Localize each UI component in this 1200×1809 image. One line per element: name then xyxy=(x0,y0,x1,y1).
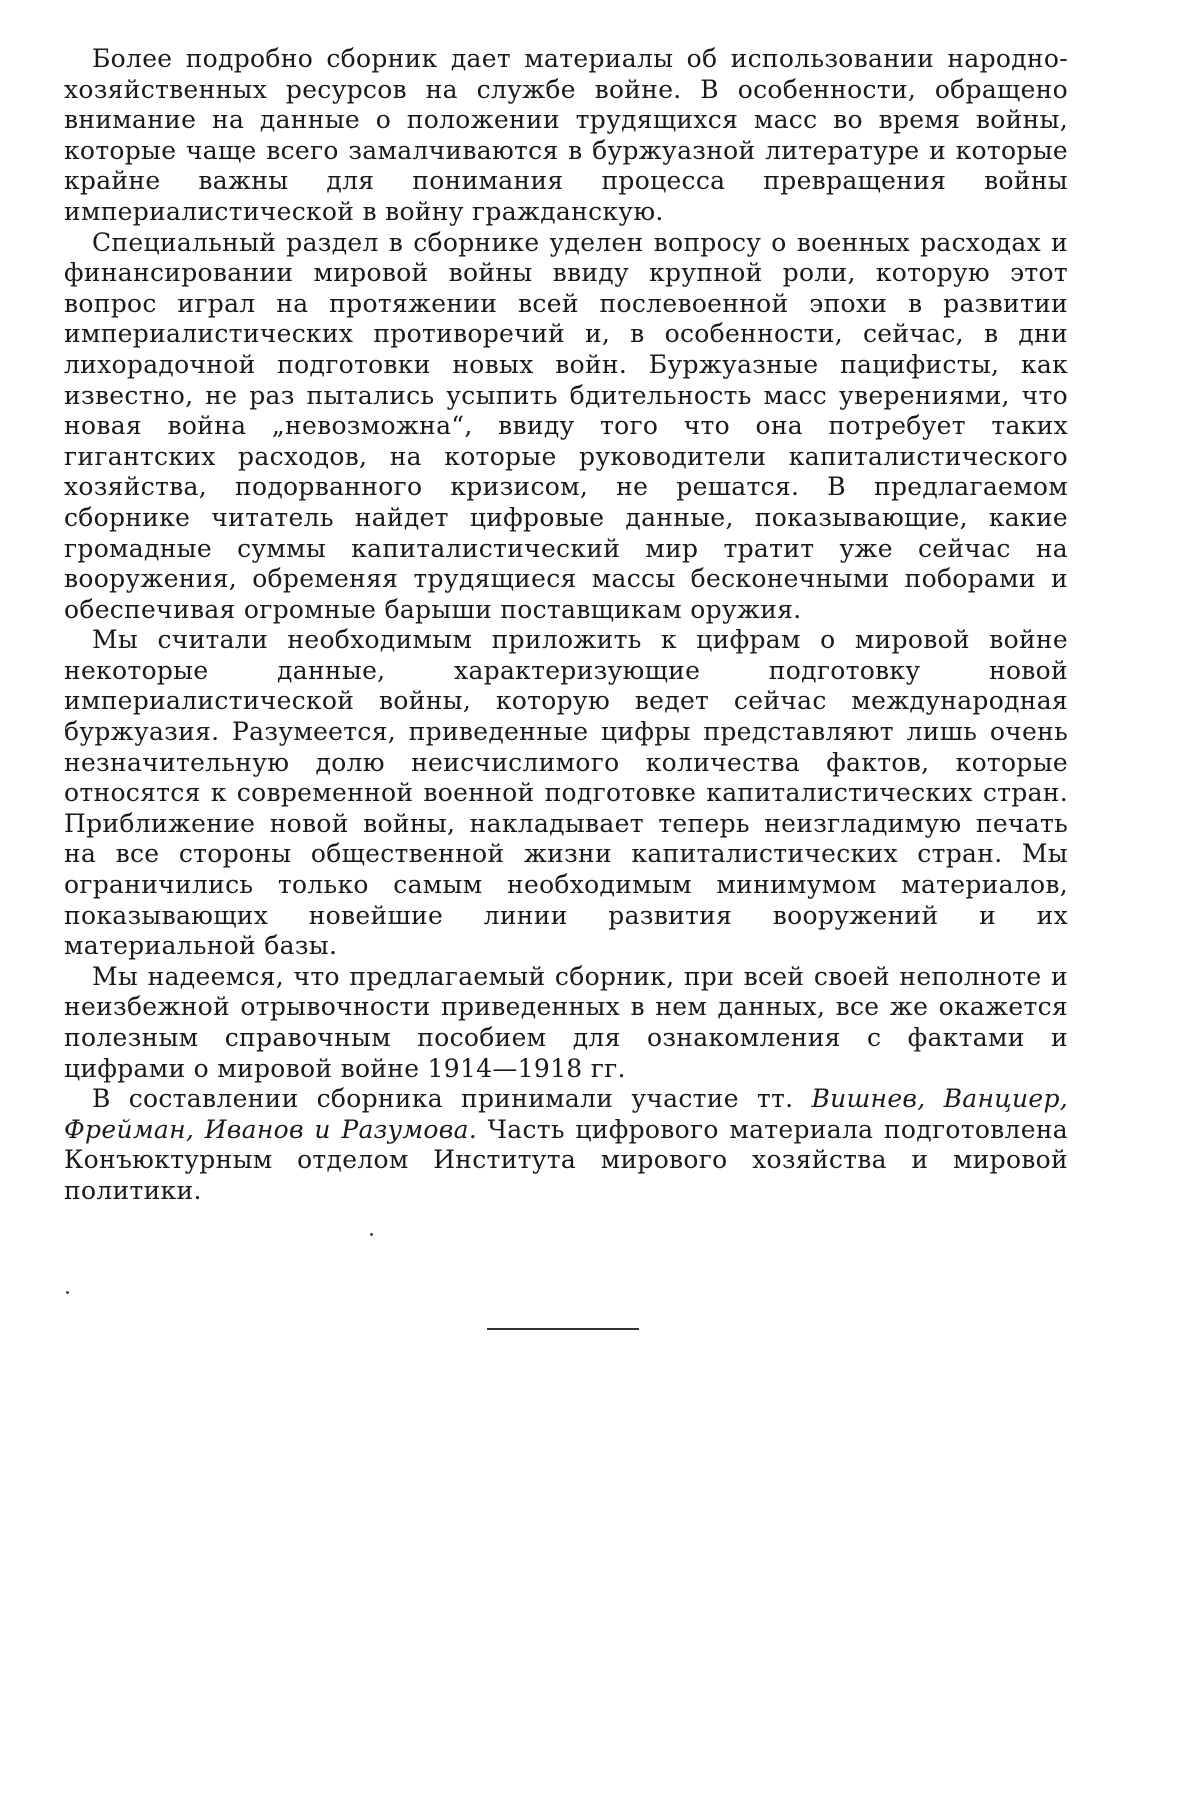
scan-speck xyxy=(66,1291,69,1294)
paragraph-2: Специальный раздел в сборнике уделен вопросу о военных расходах и финансировании мировой войны ввиду крупной роли, которую этот вопрос играл на протяжении всей послевоенной эпохи в развитии империалистических противоречий и, в особенности, сейчас, в дни лихорадочной подготовки новых войн. Буржуазные пацифисты, как известно, не раз пытались усыпить бдительность масс уверениями, что новая война „невозможна“, ввиду того что она потребует таких гигантских расходов, на которые руководители капиталистического хозяйства, подорванного кризисом, не решатся. В предлагаемом сборнике читатель найдет цифровые данные, показывающие, какие громадные суммы капиталистический мир тратит уже сейчас на вооружения, обременяя трудящиеся массы бесконечными поборами и обеспечивая огромные барыши поставщикам оружия. xyxy=(64,227,1068,624)
paragraph-3: Мы считали необходимым приложить к цифрам о мировой войне некоторые данные, характеризующие подготовку новой империалистической войны, которую ведет сейчас международная буржуазия. Разумеется, приведенные цифры представляют лишь очень незначительную долю неисчислимого количества фактов, которые относятся к современной военной подготовке капиталистических стран. Приближение новой войны, накладывает теперь неизгладимую печать на все стороны общественной жизни капиталистических стран. Мы ограничились только самым необходимым минимумом материалов, показывающих новейшие линии развития вооружений и их материальной базы. xyxy=(64,625,1068,961)
paragraph-1: Более подробно сборник дает материалы об использовании народно-хозяйственных ресурсов на службе войне. В особенности, обращено внимание на данные о положении трудящихся масс во время войны, которые чаще всего замалчиваются в буржуазной литературе и которые крайне важны для понимания процесса превращения войны империалистической в войну гражданскую. xyxy=(64,44,1068,226)
paragraph-5 xyxy=(64,1084,1068,1206)
document-page xyxy=(64,44,1068,1207)
closing-rule xyxy=(487,1328,639,1330)
contributor-names: Вишнев, Ванциер, Фрейман, Иванов и Разумова. xyxy=(64,1084,1069,1144)
scan-speck xyxy=(370,1233,373,1236)
paragraph-5-tail: Часть цифрового материала подготовлена Конъюктурным отделом Института мирового хозяйства и мировой политики. xyxy=(64,1114,1068,1205)
paragraph-5-lead: В составлении сборника принимали участие тт. xyxy=(92,1084,794,1114)
paragraph-4: Мы надеемся, что предлагаемый сборник, при всей своей неполноте и неизбежной отрывочности приведенных в нем данных, все же окажется полезным справочным пособием для ознакомления с фактами и цифрами о мировой войне 1914—1918 гг. xyxy=(64,961,1068,1083)
